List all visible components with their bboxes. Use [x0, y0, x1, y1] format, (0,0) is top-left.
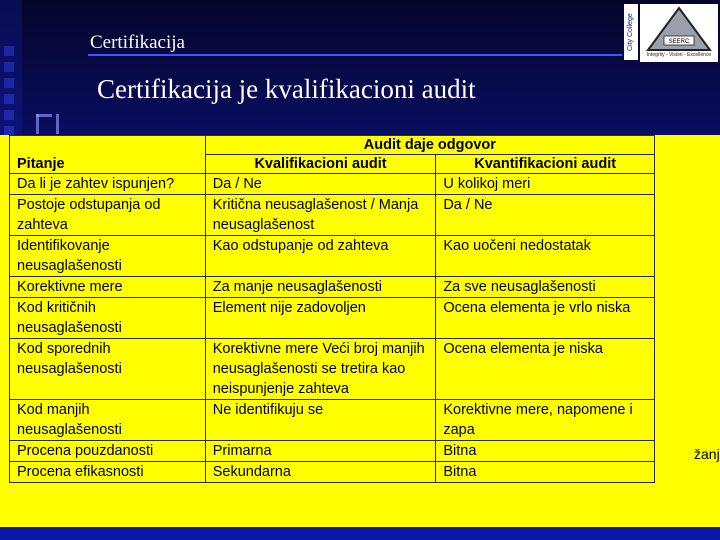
- college-logo-side-text: City College: [624, 4, 638, 60]
- quantitative-cell: Bitna: [436, 441, 655, 462]
- quantitative-cell: Ocena elementa je niska: [436, 339, 655, 400]
- question-cell: Kod sporednih neusaglašenosti: [10, 339, 206, 400]
- logo-caption: Integrity - Vision - Excellence: [646, 52, 712, 58]
- table-group-header-row: [10, 136, 655, 155]
- audit-comparison-table: [9, 135, 655, 483]
- svg-text:SEERC: SEERC: [668, 39, 690, 45]
- table-row: [10, 174, 655, 195]
- question-cell: Da li je zahtev ispunjen?: [10, 174, 206, 195]
- qualitative-cell: Element nije zadovoljen: [205, 298, 436, 339]
- quantitative-cell: Bitna: [436, 462, 655, 483]
- table-row: [10, 400, 655, 441]
- question-cell: Kod kritičnih neusaglašenosti: [10, 298, 206, 339]
- qualitative-cell: Sekundarna: [205, 462, 436, 483]
- table-row: [10, 441, 655, 462]
- table-row: [10, 298, 655, 339]
- question-cell: Kod manjih neusaglašenosti: [10, 400, 206, 441]
- quantitative-cell: U kolikoj meri: [436, 174, 655, 195]
- table-row: [10, 277, 655, 298]
- header-divider: [88, 54, 622, 56]
- decorative-glyph-icon: [32, 110, 62, 136]
- question-cell: Identifikovanje neusaglašenosti: [10, 236, 206, 277]
- bottom-strip: [0, 527, 720, 540]
- col-header-quantitative: Kvantifikacioni audit: [436, 155, 655, 174]
- table-row: [10, 462, 655, 483]
- quantitative-cell: Za sve neusaglašenosti: [436, 277, 655, 298]
- question-cell: Postoje odstupanja od zahteva: [10, 195, 206, 236]
- col-header-question: Pitanje: [10, 155, 206, 174]
- question-cell: Procena efikasnosti: [10, 462, 206, 483]
- table-header-row: [10, 155, 655, 174]
- quantitative-cell: Ocena elementa je vrlo niska: [436, 298, 655, 339]
- college-logo: [640, 4, 718, 62]
- question-cell: Korektivne mere: [10, 277, 206, 298]
- qualitative-cell: Za manje neusaglašenosti: [205, 277, 436, 298]
- col-header-qualitative: Kvalifikacioni audit: [205, 155, 436, 174]
- cropped-side-text: žanj: [694, 446, 720, 462]
- qualitative-cell: Da / Ne: [205, 174, 436, 195]
- header-title: Certifikacija: [90, 32, 185, 53]
- slide-title: Certifikacija je kvalifikacioni audit: [97, 74, 476, 104]
- qualitative-cell: Primarna: [205, 441, 436, 462]
- quantitative-cell: Da / Ne: [436, 195, 655, 236]
- group-header: Audit daje odgovor: [205, 136, 654, 155]
- question-cell: Procena pouzdanosti: [10, 441, 206, 462]
- qualitative-cell: Kritična neusaglašenost / Manja neusaglašenost: [205, 195, 436, 236]
- qualitative-cell: Korektivne mere Veći broj manjih neusaglašenosti se tretira kao neispunjenje zahteva: [205, 339, 436, 400]
- quantitative-cell: Kao uočeni nedostatak: [436, 236, 655, 277]
- table-row: [10, 236, 655, 277]
- qualitative-cell: Kao odstupanje od zahteva: [205, 236, 436, 277]
- quantitative-cell: Korektivne mere, napomene i zapa: [436, 400, 655, 441]
- table-row: [10, 195, 655, 236]
- empty-header-cell: [10, 136, 206, 155]
- table-row: [10, 339, 655, 400]
- qualitative-cell: Ne identifikuju se: [205, 400, 436, 441]
